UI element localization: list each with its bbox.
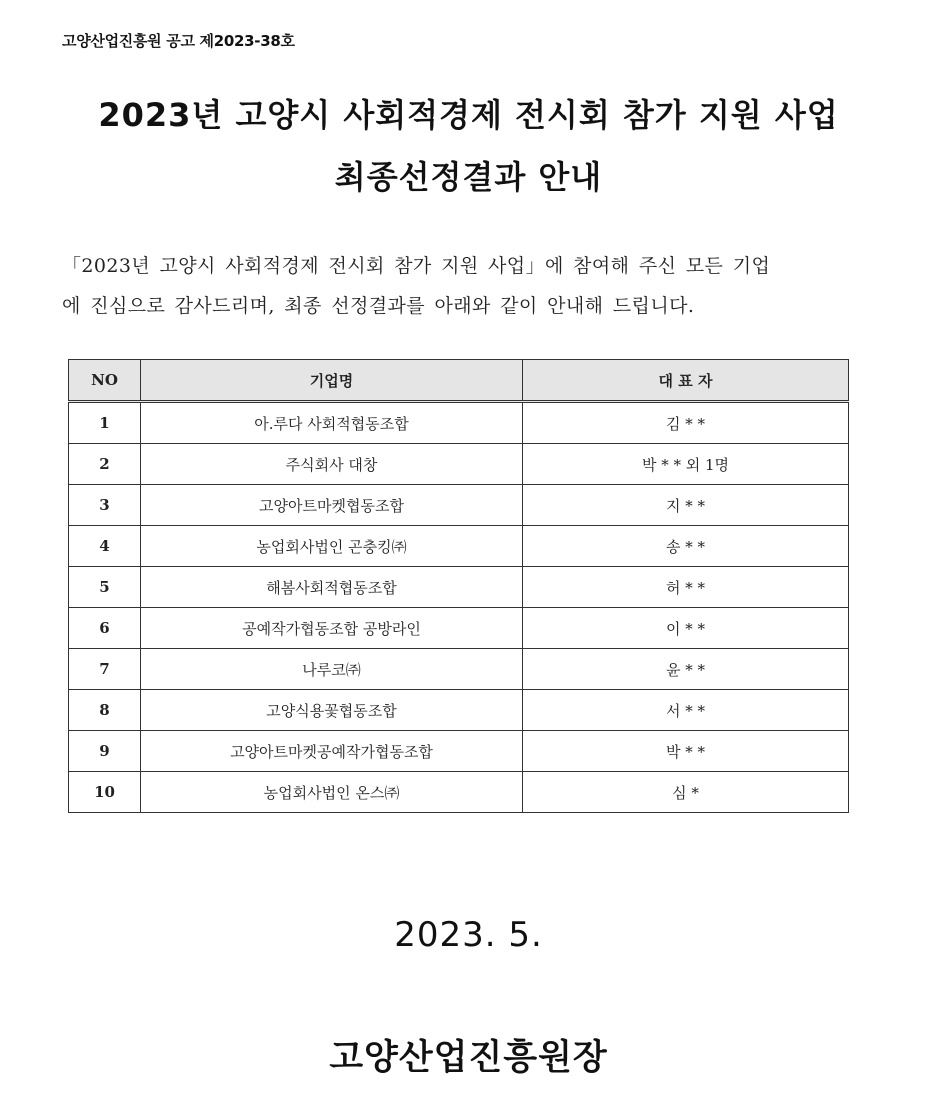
row-number: 7: [69, 649, 141, 690]
row-number: 4: [69, 526, 141, 567]
company-name: 농업회사법인 곤충킹㈜: [141, 526, 523, 567]
table-row: [69, 731, 849, 772]
table-row: [69, 567, 849, 608]
company-name: 아.루다 사회적협동조합: [141, 402, 523, 444]
document-title: [0, 84, 937, 208]
company-name: 나루코㈜: [141, 649, 523, 690]
row-number: 1: [69, 402, 141, 444]
notice-number: 고양산업진흥원 공고 제2023-38호: [62, 32, 295, 50]
intro-line-2: 에 진심으로 감사드리며, 최종 선정결과를 아래와 같이 안내해 드립니다.: [62, 295, 695, 317]
row-number: 10: [69, 772, 141, 813]
row-number: 9: [69, 731, 141, 772]
company-name: 농업회사법인 온스㈜: [141, 772, 523, 813]
company-name: 고양아트마켓공예작가협동조합: [141, 731, 523, 772]
header-no: NO: [69, 360, 141, 402]
announcement-date: 2023. 5.: [394, 915, 543, 955]
row-number: 8: [69, 690, 141, 731]
row-number: 2: [69, 444, 141, 485]
table-row: [69, 485, 849, 526]
intro-line-1: 「2023년 고양시 사회적경제 전시회 참가 지원 사업」에 참여해 주신 모든 기업: [62, 255, 771, 277]
representative-name: 이 * *: [523, 608, 849, 649]
selection-results-table: [68, 359, 849, 813]
representative-name: 지 * *: [523, 485, 849, 526]
row-number: 6: [69, 608, 141, 649]
row-number: 3: [69, 485, 141, 526]
company-name: 주식회사 대창: [141, 444, 523, 485]
table-row: [69, 772, 849, 813]
table-row: [69, 649, 849, 690]
company-name: 고양식용꽃협동조합: [141, 690, 523, 731]
company-name: 고양아트마켓협동조합: [141, 485, 523, 526]
company-name: 공예작가협동조합 공방라인: [141, 608, 523, 649]
table-row: [69, 402, 849, 444]
issuer-name: 고양산업진흥원장: [329, 1038, 608, 1078]
representative-name: 박 * *: [523, 731, 849, 772]
representative-name: 김 * *: [523, 402, 849, 444]
table-row: [69, 608, 849, 649]
row-number: 5: [69, 567, 141, 608]
representative-name: 윤 * *: [523, 649, 849, 690]
table-row: [69, 690, 849, 731]
table-row: [69, 444, 849, 485]
table-header-row: [69, 360, 849, 402]
title-line-2: 최종선정결과 안내: [334, 158, 603, 196]
title-line-1: 2023년 고양시 사회적경제 전시회 참가 지원 사업: [98, 96, 839, 134]
representative-name: 서 * *: [523, 690, 849, 731]
header-representative: 대 표 자: [523, 360, 849, 402]
representative-name: 허 * *: [523, 567, 849, 608]
company-name: 해봄사회적협동조합: [141, 567, 523, 608]
representative-name: 송 * *: [523, 526, 849, 567]
header-company: 기업명: [141, 360, 523, 402]
representative-name: 박 * * 외 1명: [523, 444, 849, 485]
table-row: [69, 526, 849, 567]
representative-name: 심 *: [523, 772, 849, 813]
intro-paragraph: [62, 246, 892, 326]
